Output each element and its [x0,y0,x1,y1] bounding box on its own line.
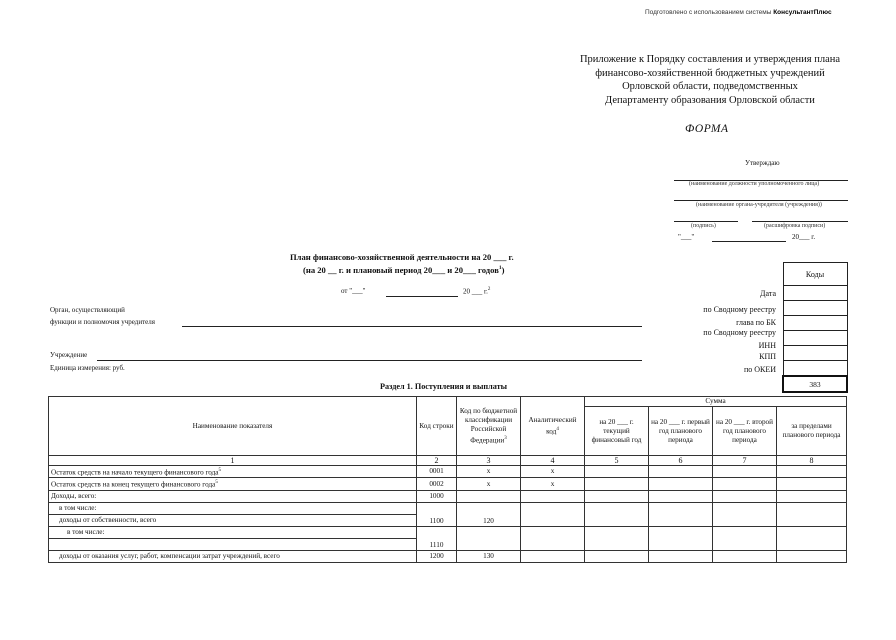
header-analytic-code [521,397,585,456]
row-name [49,466,417,478]
appendix-line: Приложение к Порядку составления и утверждения плана [579,54,841,65]
row-code: 1000 [417,490,457,502]
header-budget-code-sup: 3 [504,435,507,441]
column-number: 8 [777,456,847,466]
row-sum-cell[interactable] [713,466,777,478]
column-number: 2 [417,456,457,466]
header-sum-col4: за пределами планового периода [777,407,847,456]
row-code: 0002 [417,478,457,490]
row-name [49,538,417,550]
code-cell-inn[interactable] [783,346,847,361]
header-budget-code [457,397,521,456]
row-analytic-code[interactable] [521,502,585,526]
row-sum-cell[interactable] [777,466,847,478]
approval-decoding-caption: (расшифровка подписи) [764,223,826,229]
institution-field-line [97,360,642,361]
institution-label: Учреждение [50,351,88,359]
code-cell-registry[interactable] [783,301,847,316]
row-sum-cell[interactable] [649,478,713,490]
appendix-block [560,53,860,107]
row-name-text: Остаток средств на начало текущего финансового года [51,468,219,477]
code-label-inn: ИНН [758,341,776,350]
approval-decoding-line [752,221,848,222]
organ-field-line [182,326,642,327]
row-footnote: 5 [215,480,218,486]
row-sum-cell[interactable] [585,550,649,562]
row-sum-cell[interactable] [713,550,777,562]
row-sum-cell[interactable] [649,466,713,478]
organ-label-line2: функции и полномочия учредителя [50,318,155,326]
header-sum-col1: на 20 ___ г. текущий финансовый год [585,407,649,456]
row-code: 1100 [417,502,457,526]
row-sum-cell[interactable] [585,490,649,502]
approval-date-day: "___" [678,233,695,241]
row-name: доходы от оказания услуг, работ, компенсации затрат учреждений, всего [49,550,417,562]
row-sum-cell[interactable] [713,502,777,526]
row-name [49,478,417,490]
code-cell-okei: 383 [783,376,847,392]
row-sum-cell[interactable] [777,550,847,562]
codes-box [782,262,848,393]
section-title: Раздел 1. Поступления и выплаты [380,382,507,391]
appendix-line: Орловской области, подведомственных [622,81,798,92]
forma-label: ФОРМА [685,123,729,135]
header-sum: Сумма [585,397,847,407]
approval-org-caption: (наименование органа-учредителя (учреждения)) [696,202,822,208]
plan-title-line2 [303,265,504,275]
source-note [645,9,832,16]
receipts-payments-table [48,396,847,563]
plan-title-line2-end: ) [501,265,505,275]
row-analytic-code: x [521,466,585,478]
row-budget-code[interactable] [457,526,521,550]
code-label-registry-2: по Сводному реестру [703,328,776,337]
approval-signature-line [674,221,738,222]
row-sum-cell[interactable] [585,478,649,490]
row-sum-cell[interactable] [777,526,847,550]
row-code: 0001 [417,466,457,478]
source-note-prefix: Подготовлено с использованием системы [645,9,772,16]
row-analytic-code [521,490,585,502]
header-analytic-code-sup: 4 [556,426,559,432]
approval-date-year: 20___ г. [792,233,816,241]
row-analytic-code: x [521,478,585,490]
plan-date-month-line [386,296,458,297]
code-label-bk-chapter: глава по БК [736,318,776,327]
row-sum-cell[interactable] [649,490,713,502]
row-sum-cell[interactable] [777,490,847,502]
code-label-okei: по ОКЕИ [743,365,776,374]
row-budget-code: 130 [457,550,521,562]
code-label-registry: по Сводному реестру [703,305,776,314]
header-code-line: Код строки [417,397,457,456]
code-label-kpp: КПП [759,352,776,361]
appendix-line: финансово-хозяйственной бюджетных учреждений [595,67,825,79]
plan-title-footnote: 1 [498,265,502,272]
plan-date-footnote: 2 [487,287,491,292]
approval-org-line [674,200,848,201]
row-sum-cell[interactable] [585,502,649,526]
header-name: Наименование показателя [49,397,417,456]
row-name-text: Остаток средств на конец текущего финансового года [51,480,216,489]
row-budget-code: x [457,466,521,478]
code-label-date: Дата [760,289,776,298]
appendix-line: Департаменту образования Орловской области [605,94,815,106]
table-row [49,550,847,562]
column-number: 1 [49,456,417,466]
approval-signature-caption: (подпись) [691,223,716,229]
column-number: 7 [713,456,777,466]
row-name: в том числе: [49,526,417,538]
plan-date-year [463,287,490,295]
header-sum-col2: на 20 ___ г. первый год планового периода [649,407,713,456]
row-analytic-code[interactable] [521,526,585,550]
header-sum-col3: на 20 ___ г. второй год планового периода [713,407,777,456]
row-budget-code: x [457,478,521,490]
row-sum-cell[interactable] [649,502,713,526]
table-row [49,466,847,478]
code-cell-registry-2[interactable] [783,331,847,346]
plan-date-day: от "___" [341,287,366,295]
row-code: 1200 [417,550,457,562]
row-analytic-code[interactable] [521,550,585,562]
row-budget-code [457,490,521,502]
row-sum-cell[interactable] [649,550,713,562]
plan-title-line1: План финансово-хозяйственной деятельности на 20 ___ г. [290,252,514,262]
plan-title-line2-text: (на 20 __ г. и плановый период 20___ и 20___ годов [303,265,499,275]
approval-position-caption: (наименование должности уполномоченного лица) [689,181,820,187]
row-code: 1110 [417,526,457,550]
column-number: 3 [457,456,521,466]
header-analytic-code-text: Аналитический код [528,415,577,436]
row-footnote: 5 [218,468,221,473]
row-budget-code: 120 [457,502,521,526]
approval-title: Утверждаю [745,159,780,167]
column-number: 6 [649,456,713,466]
row-sum-cell[interactable] [777,478,847,490]
row-sum-cell[interactable] [713,490,777,502]
row-sum-cell[interactable] [585,526,649,550]
table-row [49,502,847,514]
column-number: 4 [521,456,585,466]
approval-date-month-line [712,241,786,242]
plan-date-year-text: 20 ___ г. [463,287,488,296]
code-cell-date[interactable] [783,286,847,301]
column-number: 5 [585,456,649,466]
row-sum-cell[interactable] [713,478,777,490]
header-budget-code-text: Код по бюджетной классификации Российской Федерации [459,406,518,445]
code-cell-bk-chapter[interactable] [783,316,847,331]
organ-label-line1: Орган, осуществляющий [50,306,125,314]
row-sum-cell[interactable] [585,466,649,478]
row-name: доходы от собственности, всего [49,514,417,526]
table-row [49,478,847,490]
source-note-brand: КонсультантПлюс [773,9,832,16]
table-row [49,526,847,538]
row-sum-cell[interactable] [713,526,777,550]
row-sum-cell[interactable] [777,502,847,526]
table-row [49,490,847,502]
code-cell-kpp[interactable] [783,361,847,377]
codes-header: Коды [783,263,847,286]
row-name: Доходы, всего: [49,490,417,502]
unit-label: Единица измерения: руб. [50,364,125,372]
row-name: в том числе: [49,502,417,514]
row-sum-cell[interactable] [649,526,713,550]
